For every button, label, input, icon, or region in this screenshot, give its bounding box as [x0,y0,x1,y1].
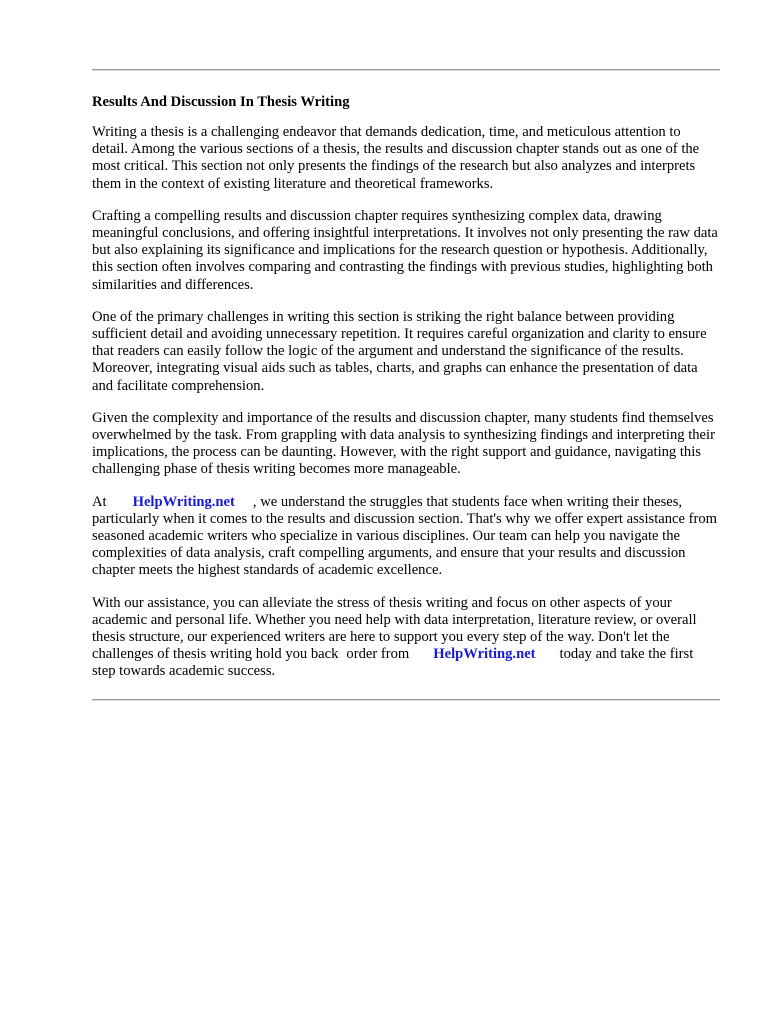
paragraph-2: Crafting a compelling results and discussion chapter requires synthesizing complex data, drawing meaningful conclusions, and offering insightful interpretations. It involves not only presenting the raw data but also explaining its significance and implications for the research question or hypothesis. Additionally, this section often involves comparing and contrasting the findings with previous studies, highlighting both similarities and differences. [92,207,718,293]
paragraph-6 [92,595,720,681]
paragraph-3: One of the primary challenges in writing this section is striking the right balance between providing sufficient detail and avoiding unnecessary repetition. It requires careful organization and clarity to ensure that readers can easily follow the logic of the argument and understand the significance of the results. Moreover, integrating visual aids such as tables, charts, and graphs can enhance the presentation of data and facilitate comprehension. [92,308,707,394]
helpwriting-link[interactable]: HelpWriting.net [132,493,235,510]
paragraph-6-tail: today and take the first step towards academic success. [92,646,694,680]
paragraph-5-body: , we understand the struggles that students face when writing their theses, particularly when it comes to the results and discussion section. That's why we offer expert assistance from seasoned academic writers who specialize in various disciplines. Our team can help you navigate the complexities of data analysis, craft compelling arguments, and ensure that your results and discussion chapter meets the highest standards of academic excellence. [92,493,718,579]
bottom-divider [92,699,720,701]
document-page [92,69,720,701]
paragraph-6-lead: With our assistance, you can alleviate the stress of thesis writing and focus on other aspects of your academic and personal life. Whether you need help with data interpretation, literature review, or overall thesis structure, our experienced writers are here to support you every step of the way. Don't let the challenges of thesis writing hold you back [92,594,697,663]
document-title: Results And Discussion In Thesis Writing [92,94,350,110]
paragraph-5-lead: At [92,493,107,510]
paragraph-5 [92,494,720,580]
paragraph-6-order: order from [346,646,410,663]
paragraph-1: Writing a thesis is a challenging endeavor that demands dedication, time, and meticulous attention to detail. Among the various sections of a thesis, the results and discussion chapter stands out as one of the most critical. This section not only presents the findings of the research but also analyzes and interprets them in the context of existing literature and theoretical frameworks. [92,124,700,192]
top-divider [92,69,720,71]
helpwriting-link-2[interactable]: HelpWriting.net [433,646,536,663]
paragraph-4: Given the complexity and importance of the results and discussion chapter, many students find themselves overwhelmed by the task. From grappling with data analysis to synthesizing findings and interpreting their implications, the process can be daunting. However, with the right support and guidance, navigating this challenging phase of thesis writing becomes more manageable. [92,409,715,478]
